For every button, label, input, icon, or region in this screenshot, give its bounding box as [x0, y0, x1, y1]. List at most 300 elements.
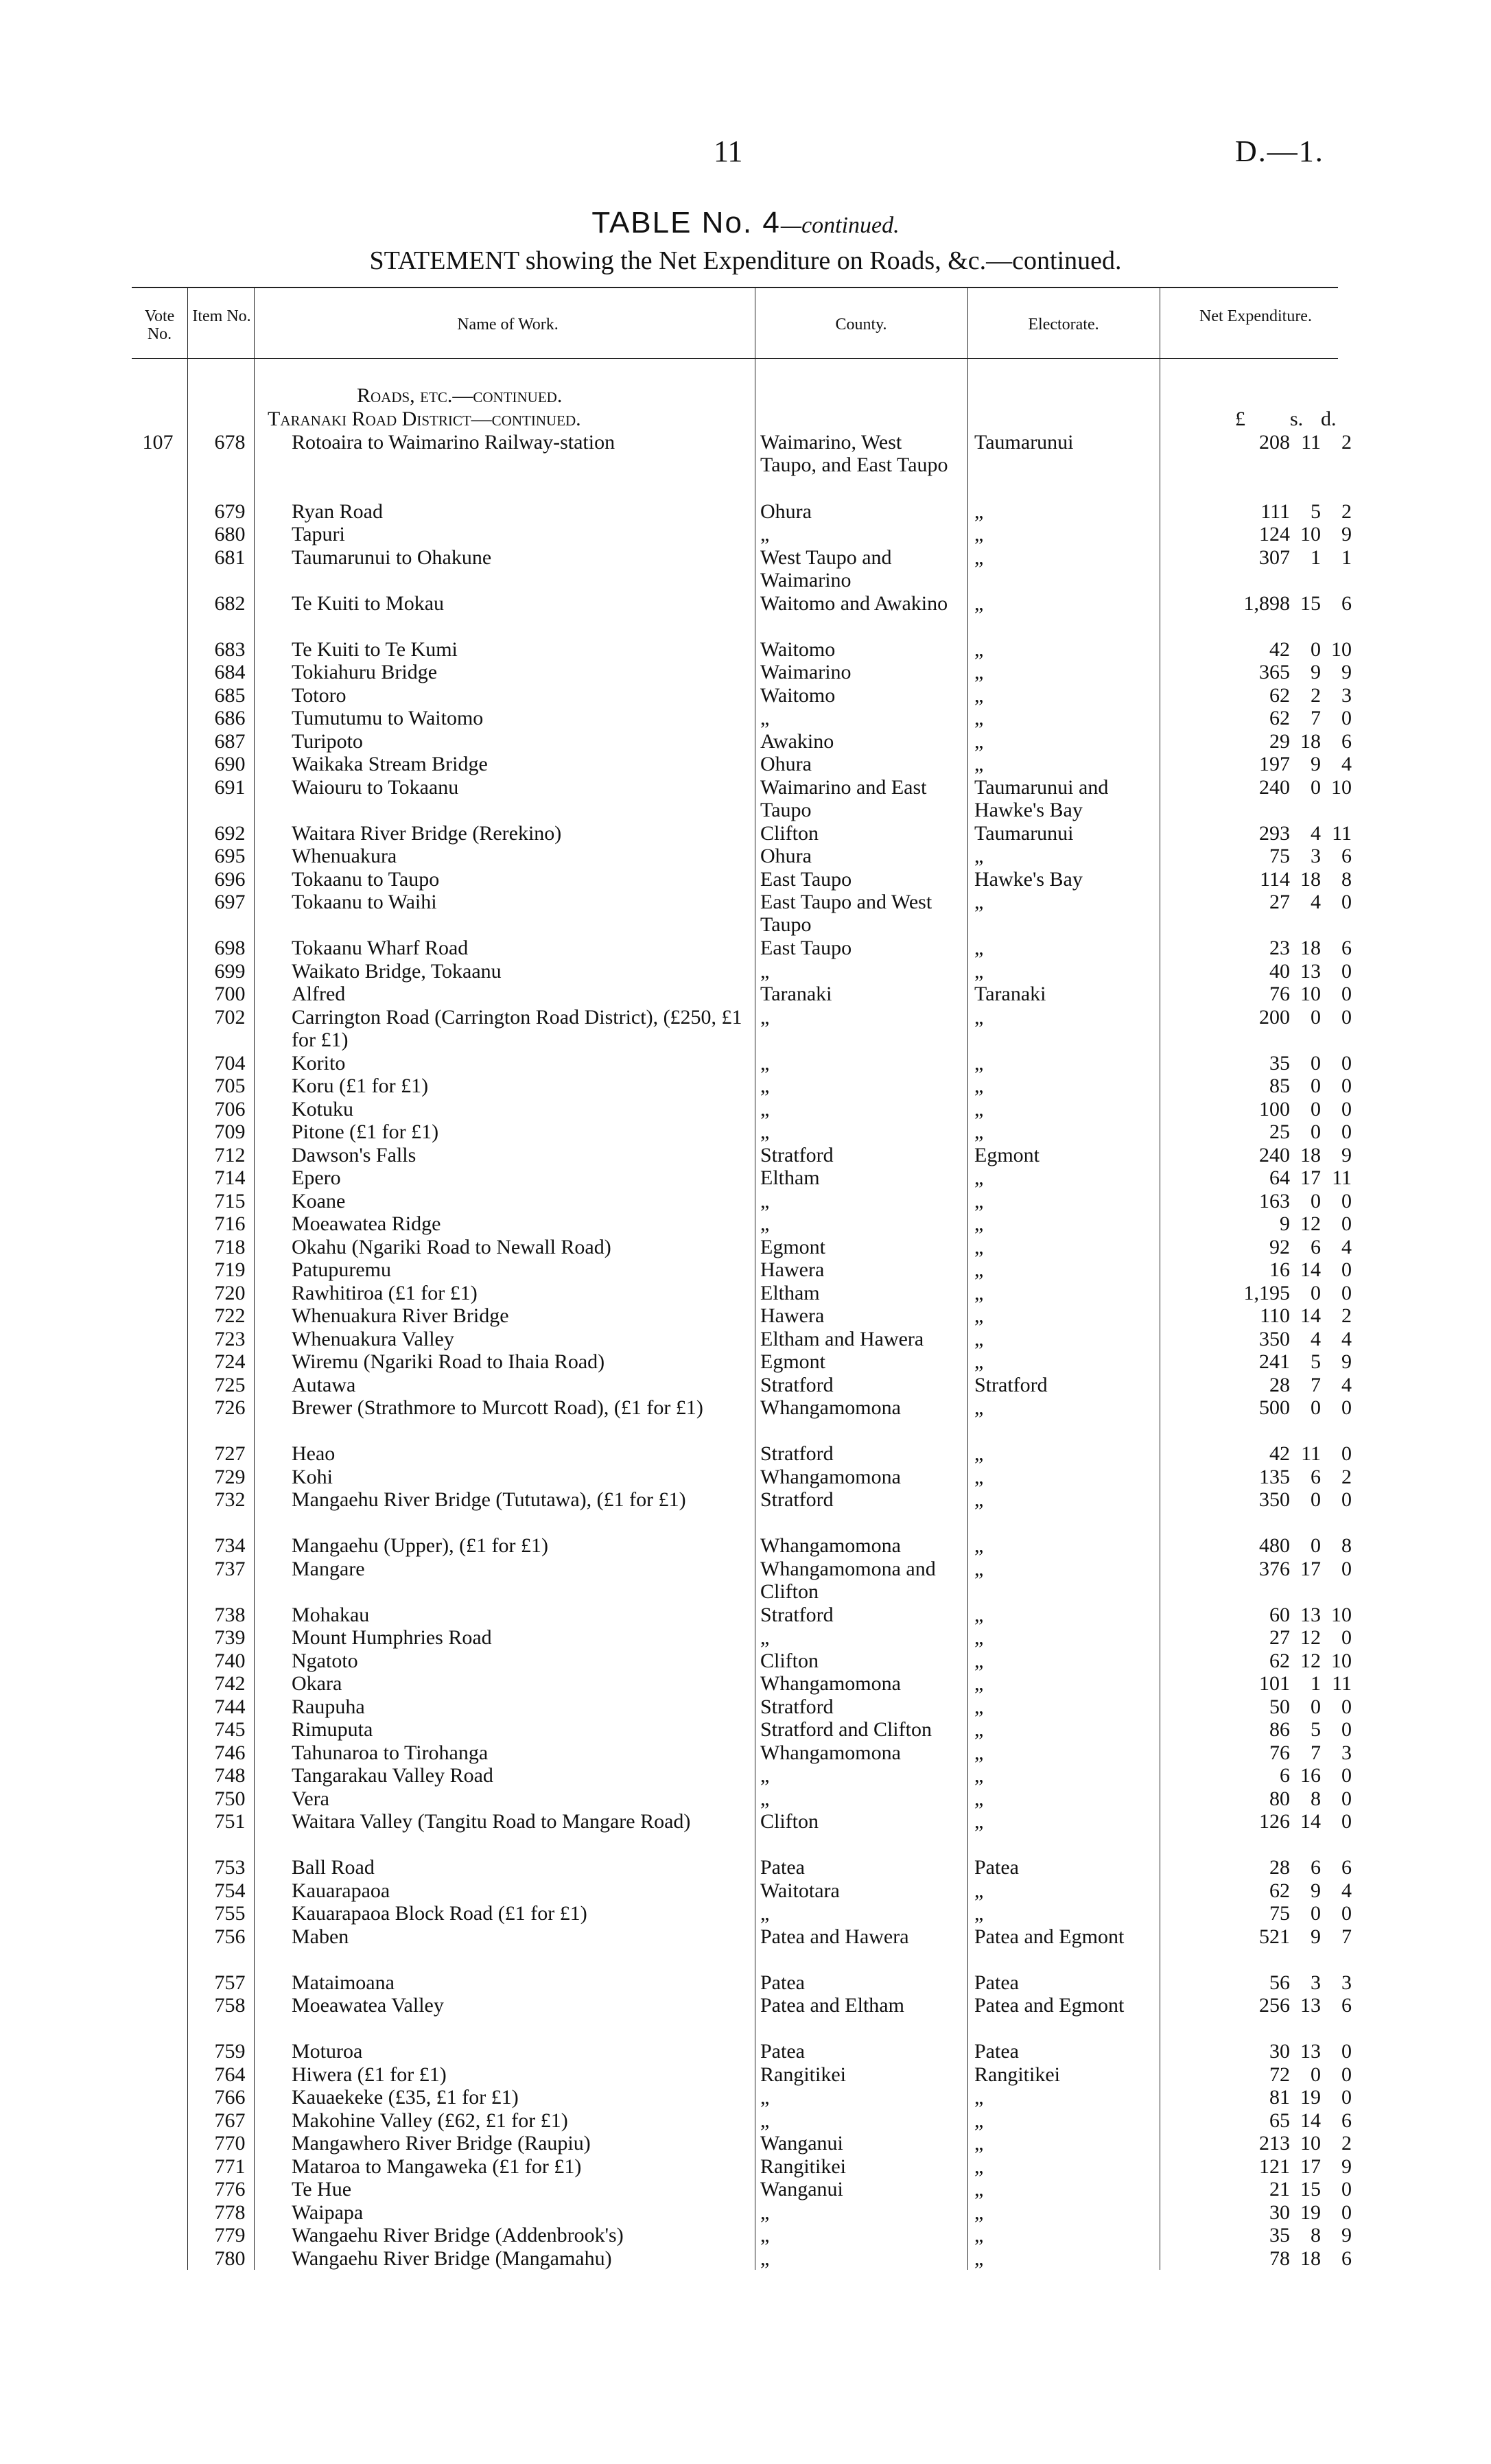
pence: 0 [1341, 1051, 1352, 1075]
item-number: 779 [214, 2224, 246, 2246]
shillings: 6 [1311, 1235, 1321, 1258]
pounds: 293 [1259, 821, 1290, 845]
electorate: „ [974, 661, 984, 683]
pence: 0 [1341, 891, 1352, 913]
pence: 2 [1341, 2132, 1352, 2155]
electorate: „ [974, 1465, 984, 1488]
currency-pounds: £ [1235, 408, 1245, 430]
county: Stratford [760, 1143, 834, 1166]
col-vote-no: Vote No. [144, 307, 175, 343]
item-number: 771 [214, 2155, 246, 2178]
pence: 6 [1341, 937, 1352, 959]
work-name: Rawhitiroa (£1 for £1) [292, 1281, 478, 1304]
pounds: 100 [1259, 1097, 1290, 1120]
col-name: Name of Work. [457, 316, 559, 333]
shillings: 6 [1311, 1856, 1321, 1879]
work-name: Kauarapaoa Block Road (£1 for £1) [292, 1902, 587, 1925]
shillings: 10 [1300, 983, 1321, 1005]
county: East Taupo [760, 937, 852, 959]
item-number: 718 [214, 1235, 246, 1258]
pence: 0 [1341, 1902, 1352, 1925]
electorate: Patea [974, 2040, 1019, 2063]
county: East Taupo [760, 867, 852, 891]
shillings: 0 [1311, 1902, 1321, 1925]
item-number: 678 [214, 431, 246, 454]
work-name: Alfred [292, 983, 346, 1005]
work-name: Moeawatea Valley [292, 1994, 444, 2017]
electorate: „ [974, 1327, 984, 1350]
shillings: 11 [1301, 431, 1321, 454]
shillings: 12 [1300, 1649, 1321, 1672]
county: Taranaki [760, 983, 832, 1005]
electorate: „ [974, 523, 984, 545]
county: „ [760, 1189, 770, 1212]
pence: 4 [1341, 1327, 1352, 1350]
pounds: 376 [1259, 1557, 1290, 1580]
shillings: 5 [1311, 1350, 1321, 1373]
county: „ [760, 1120, 770, 1143]
county: Waimarino, West Taupo, and East Taupo [760, 431, 948, 476]
county: „ [760, 2224, 770, 2246]
electorate: „ [974, 2086, 984, 2109]
electorate: „ [974, 729, 984, 753]
work-name: Heao [292, 1442, 336, 1465]
pounds: 521 [1259, 1925, 1290, 1948]
county: Whangamomona [760, 1396, 901, 1419]
county: Awakino [760, 729, 834, 753]
item-number: 682 [214, 591, 246, 615]
county: Waitomo [760, 637, 836, 661]
pounds: 27 [1269, 891, 1290, 913]
electorate: „ [974, 2224, 984, 2246]
county: Clifton [760, 821, 819, 845]
work-name: Makohine Valley (£62, £1 for £1) [292, 2109, 568, 2132]
electorate: „ [974, 1695, 984, 1718]
pounds: 30 [1269, 2040, 1290, 2063]
pounds: 28 [1269, 1373, 1290, 1396]
shillings: 4 [1311, 821, 1321, 845]
county: Waimarino [760, 661, 852, 683]
county: Patea and Hawera [760, 1925, 909, 1948]
shillings: 7 [1311, 1373, 1321, 1396]
work-name: Turipoto [292, 729, 363, 753]
shillings: 0 [1311, 1695, 1321, 1718]
shillings: 12 [1300, 1212, 1321, 1235]
electorate: „ [974, 545, 984, 569]
pounds: 72 [1269, 2063, 1290, 2086]
pence: 10 [1331, 775, 1352, 799]
pounds: 86 [1269, 1718, 1290, 1741]
pounds: 60 [1269, 1603, 1290, 1626]
pence: 0 [1341, 2201, 1352, 2224]
electorate: „ [974, 1741, 984, 1764]
work-name: Mangaehu River Bridge (Tututawa), (£1 for £1) [292, 1488, 686, 1511]
table-title-suffix: —continued. [780, 213, 900, 238]
pounds: 9 [1280, 1212, 1290, 1235]
shillings: 0 [1311, 775, 1321, 799]
work-name: Autawa [292, 1373, 356, 1396]
shillings: 17 [1300, 2155, 1321, 2178]
item-number: 687 [214, 729, 246, 753]
pounds: 135 [1259, 1465, 1290, 1488]
shillings: 10 [1300, 523, 1321, 545]
item-number: 740 [214, 1649, 246, 1672]
county: Patea and Eltham [760, 1994, 904, 2017]
electorate: „ [974, 1879, 984, 1902]
pounds: 6 [1280, 1764, 1290, 1787]
work-name: Tahunaroa to Tirohanga [292, 1741, 489, 1764]
shillings: 17 [1300, 1166, 1321, 1189]
electorate: „ [974, 1764, 984, 1787]
item-number: 706 [214, 1097, 246, 1120]
pounds: 124 [1259, 523, 1290, 545]
county: „ [760, 2086, 770, 2109]
pounds: 30 [1269, 2201, 1290, 2224]
electorate: „ [974, 2109, 984, 2132]
electorate: „ [974, 1787, 984, 1810]
col-electorate: Electorate. [1028, 316, 1099, 333]
item-number: 686 [214, 707, 246, 729]
pence: 0 [1341, 2040, 1352, 2063]
item-number: 699 [214, 959, 246, 983]
county: Hawera [760, 1304, 825, 1327]
pence: 8 [1341, 1534, 1352, 1557]
pounds: 81 [1269, 2086, 1290, 2109]
work-name: Okara [292, 1672, 342, 1695]
shillings: 9 [1311, 753, 1321, 775]
shillings: 6 [1311, 1465, 1321, 1488]
col-item-no: Item No. [192, 307, 251, 325]
pence: 2 [1341, 1304, 1352, 1327]
item-number: 679 [214, 500, 246, 523]
electorate: „ [974, 1281, 984, 1304]
pounds: 213 [1259, 2132, 1290, 2155]
pounds: 40 [1269, 959, 1290, 983]
shillings: 1 [1311, 1672, 1321, 1695]
shillings: 18 [1300, 2246, 1321, 2270]
pence: 11 [1332, 821, 1352, 845]
county: „ [760, 1787, 770, 1810]
shillings: 13 [1300, 959, 1321, 983]
pounds: 50 [1269, 1695, 1290, 1718]
item-number: 724 [214, 1350, 246, 1373]
work-name: Maben [292, 1925, 349, 1948]
electorate: „ [974, 1488, 984, 1511]
electorate: „ [974, 1166, 984, 1189]
county: West Taupo and Waimarino [760, 545, 892, 591]
pounds: 208 [1259, 431, 1290, 454]
electorate: „ [974, 1120, 984, 1143]
work-name: Rimuputa [292, 1718, 373, 1741]
item-number: 729 [214, 1465, 246, 1488]
electorate: „ [974, 1557, 984, 1580]
electorate: Taumarunui and Hawke's Bay [974, 775, 1109, 821]
pence: 6 [1341, 2109, 1352, 2132]
pounds: 365 [1259, 661, 1290, 683]
shillings: 15 [1300, 2178, 1321, 2201]
work-name: Whenuakura River Bridge [292, 1304, 509, 1327]
pounds: 126 [1259, 1810, 1290, 1833]
pounds: 27 [1269, 1626, 1290, 1649]
work-name: Patupuremu [292, 1258, 391, 1281]
shillings: 17 [1300, 1557, 1321, 1580]
pounds: 23 [1269, 937, 1290, 959]
pounds: 500 [1259, 1396, 1290, 1419]
work-name: Epero [292, 1166, 341, 1189]
pence: 0 [1341, 1764, 1352, 1787]
item-number: 683 [214, 637, 246, 661]
item-number: 732 [214, 1488, 246, 1511]
shillings: 3 [1311, 1971, 1321, 1994]
county: Egmont [760, 1235, 825, 1258]
pounds: 121 [1259, 2155, 1290, 2178]
shillings: 0 [1311, 1189, 1321, 1212]
pounds: 256 [1259, 1994, 1290, 2017]
work-name: Mangare [292, 1557, 365, 1580]
county: „ [760, 1005, 770, 1029]
work-name: Moeawatea Ridge [292, 1212, 441, 1235]
electorate: „ [974, 1212, 984, 1235]
pence: 0 [1341, 1442, 1352, 1465]
county: „ [760, 1051, 770, 1075]
pounds: 85 [1269, 1075, 1290, 1097]
pounds: 35 [1269, 2224, 1290, 2246]
shillings: 11 [1301, 1442, 1321, 1465]
rule-county-electorate [967, 287, 968, 2270]
rule-vote-item [187, 287, 188, 2270]
shillings: 0 [1311, 1488, 1321, 1511]
work-name: Te Hue [292, 2178, 352, 2201]
pence: 7 [1341, 1925, 1352, 1948]
shillings: 0 [1311, 1120, 1321, 1143]
county: Wanganui [760, 2132, 843, 2155]
county: Whangamomona [760, 1672, 901, 1695]
pounds: 1,898 [1243, 591, 1290, 615]
work-name: Waitara Valley (Tangitu Road to Mangare Road) [292, 1810, 691, 1833]
work-name: Koru (£1 for £1) [292, 1075, 429, 1097]
pence: 0 [1341, 1396, 1352, 1419]
county: Ohura [760, 753, 812, 775]
electorate: „ [974, 1189, 984, 1212]
county: Eltham and Hawera [760, 1327, 924, 1350]
pounds: 28 [1269, 1856, 1290, 1879]
shillings: 10 [1300, 2132, 1321, 2155]
pounds: 42 [1269, 637, 1290, 661]
work-name: Mohakau [292, 1603, 370, 1626]
item-number: 746 [214, 1741, 246, 1764]
shillings: 0 [1311, 1281, 1321, 1304]
electorate: „ [974, 845, 984, 867]
item-number: 758 [214, 1994, 246, 2017]
county: Stratford [760, 1488, 834, 1511]
work-name: Tapuri [292, 523, 345, 545]
electorate: „ [974, 1442, 984, 1465]
pence: 3 [1341, 683, 1352, 707]
county: Hawera [760, 1258, 825, 1281]
county: Clifton [760, 1649, 819, 1672]
electorate: Patea and Egmont [974, 1925, 1125, 1948]
work-name: Mataimoana [292, 1971, 395, 1994]
pounds: 35 [1269, 1051, 1290, 1075]
work-name: Wangaehu River Bridge (Addenbrook's) [292, 2224, 624, 2246]
shillings: 14 [1300, 2109, 1321, 2132]
pence: 6 [1341, 2246, 1352, 2270]
item-number: 685 [214, 683, 246, 707]
currency-shillings: s. [1290, 408, 1304, 430]
pence: 0 [1341, 1120, 1352, 1143]
item-number: 716 [214, 1212, 246, 1235]
work-name: Hiwera (£1 for £1) [292, 2063, 447, 2086]
item-number: 681 [214, 545, 246, 569]
electorate: „ [974, 707, 984, 729]
electorate: „ [974, 2132, 984, 2155]
pounds: 197 [1259, 753, 1290, 775]
work-name: Te Kuiti to Te Kumi [292, 637, 458, 661]
header-bottom-rule [132, 358, 1338, 359]
shillings: 18 [1300, 729, 1321, 753]
item-number: 727 [214, 1442, 246, 1465]
pounds: 42 [1269, 1442, 1290, 1465]
item-number: 744 [214, 1695, 246, 1718]
work-name: Te Kuiti to Mokau [292, 591, 445, 615]
shillings: 14 [1300, 1304, 1321, 1327]
pounds: 62 [1269, 707, 1290, 729]
shillings: 12 [1300, 1626, 1321, 1649]
pence: 0 [1341, 983, 1352, 1005]
pounds: 101 [1259, 1672, 1290, 1695]
county: Stratford [760, 1603, 834, 1626]
county: Waimarino and East Taupo [760, 775, 927, 821]
shillings: 0 [1311, 1097, 1321, 1120]
county: Patea [760, 1856, 805, 1879]
pounds: 241 [1259, 1350, 1290, 1373]
pounds: 110 [1260, 1304, 1290, 1327]
shillings: 18 [1300, 867, 1321, 891]
item-number: 698 [214, 937, 246, 959]
shillings: 15 [1300, 591, 1321, 615]
electorate: Stratford [974, 1373, 1048, 1396]
item-number: 742 [214, 1672, 246, 1695]
shillings: 18 [1300, 1143, 1321, 1166]
work-name: Carrington Road (Carrington Road District), (£250, £1 for £1) [292, 1005, 742, 1051]
item-number: 690 [214, 753, 246, 775]
work-name: Moturoa [292, 2040, 363, 2063]
shillings: 0 [1311, 1051, 1321, 1075]
shillings: 9 [1311, 1879, 1321, 1902]
pounds: 62 [1269, 1879, 1290, 1902]
electorate: Patea and Egmont [974, 1994, 1125, 2017]
item-number: 720 [214, 1281, 246, 1304]
work-name: Ryan Road [292, 500, 383, 523]
item-number: 754 [214, 1879, 246, 1902]
county: „ [760, 1626, 770, 1649]
county: Stratford and Clifton [760, 1718, 932, 1741]
item-number: 759 [214, 2040, 246, 2063]
work-name: Mangawhero River Bridge (Raupiu) [292, 2132, 591, 2155]
pence: 6 [1341, 1994, 1352, 2017]
item-number: 700 [214, 983, 246, 1005]
item-number: 697 [214, 891, 246, 913]
shillings: 0 [1311, 1396, 1321, 1419]
item-number: 780 [214, 2246, 246, 2270]
pounds: 163 [1259, 1189, 1290, 1212]
item-number: 738 [214, 1603, 246, 1626]
shillings: 3 [1311, 845, 1321, 867]
county: Rangitikei [760, 2155, 846, 2178]
work-name: Mataroa to Mangaweka (£1 for £1) [292, 2155, 582, 2178]
county: Rangitikei [760, 2063, 846, 2086]
pence: 2 [1341, 1465, 1352, 1488]
pence: 0 [1341, 1258, 1352, 1281]
item-number: 709 [214, 1120, 246, 1143]
electorate: „ [974, 1350, 984, 1373]
shillings: 8 [1311, 1787, 1321, 1810]
pounds: 76 [1269, 983, 1290, 1005]
county: „ [760, 2201, 770, 2224]
shillings: 7 [1311, 1741, 1321, 1764]
county: „ [760, 707, 770, 729]
item-number: 764 [214, 2063, 246, 2086]
county: Stratford [760, 1373, 834, 1396]
item-number: 753 [214, 1856, 246, 1879]
county: Stratford [760, 1442, 834, 1465]
county: Wanganui [760, 2178, 843, 2201]
county: „ [760, 2109, 770, 2132]
electorate: „ [974, 1626, 984, 1649]
electorate: „ [974, 591, 984, 615]
table-title-main: TABLE No. 4 [591, 206, 781, 239]
pence: 9 [1341, 523, 1352, 545]
work-name: Whenuakura Valley [292, 1327, 454, 1350]
pounds: 16 [1269, 1258, 1290, 1281]
item-number: 750 [214, 1787, 246, 1810]
pence: 0 [1341, 2063, 1352, 2086]
work-name: Tumutumu to Waitomo [292, 707, 484, 729]
pounds: 240 [1259, 1143, 1290, 1166]
shillings: 14 [1300, 1258, 1321, 1281]
shillings: 0 [1311, 1005, 1321, 1029]
electorate: „ [974, 1603, 984, 1626]
work-name: Waikaka Stream Bridge [292, 753, 488, 775]
item-number: 748 [214, 1764, 246, 1787]
shillings: 13 [1300, 1994, 1321, 2017]
shillings: 4 [1311, 891, 1321, 913]
pence: 0 [1341, 2086, 1352, 2109]
shillings: 1 [1311, 545, 1321, 569]
pounds: 1,195 [1243, 1281, 1290, 1304]
electorate: „ [974, 753, 984, 775]
work-name: Waitara River Bridge (Rerekino) [292, 821, 562, 845]
pence: 6 [1341, 1856, 1352, 1879]
pounds: 78 [1269, 2246, 1290, 2270]
shillings: 16 [1300, 1764, 1321, 1787]
pence: 10 [1331, 637, 1352, 661]
work-name: Kauaekeke (£35, £1 for £1) [292, 2086, 519, 2109]
pence: 6 [1341, 729, 1352, 753]
item-number: 705 [214, 1075, 246, 1097]
electorate: Taranaki [974, 983, 1046, 1005]
county: East Taupo and West Taupo [760, 891, 932, 936]
work-name: Wiremu (Ngariki Road to Ihaia Road) [292, 1350, 605, 1373]
pence: 0 [1341, 1810, 1352, 1833]
county: Whangamomona [760, 1534, 901, 1557]
col-net-expenditure: Net Expenditure. [1199, 307, 1312, 325]
item-number: 702 [214, 1005, 246, 1029]
shillings: 0 [1311, 1534, 1321, 1557]
county: Ohura [760, 845, 812, 867]
work-name: Pitone (£1 for £1) [292, 1120, 439, 1143]
item-number: 691 [214, 775, 246, 799]
